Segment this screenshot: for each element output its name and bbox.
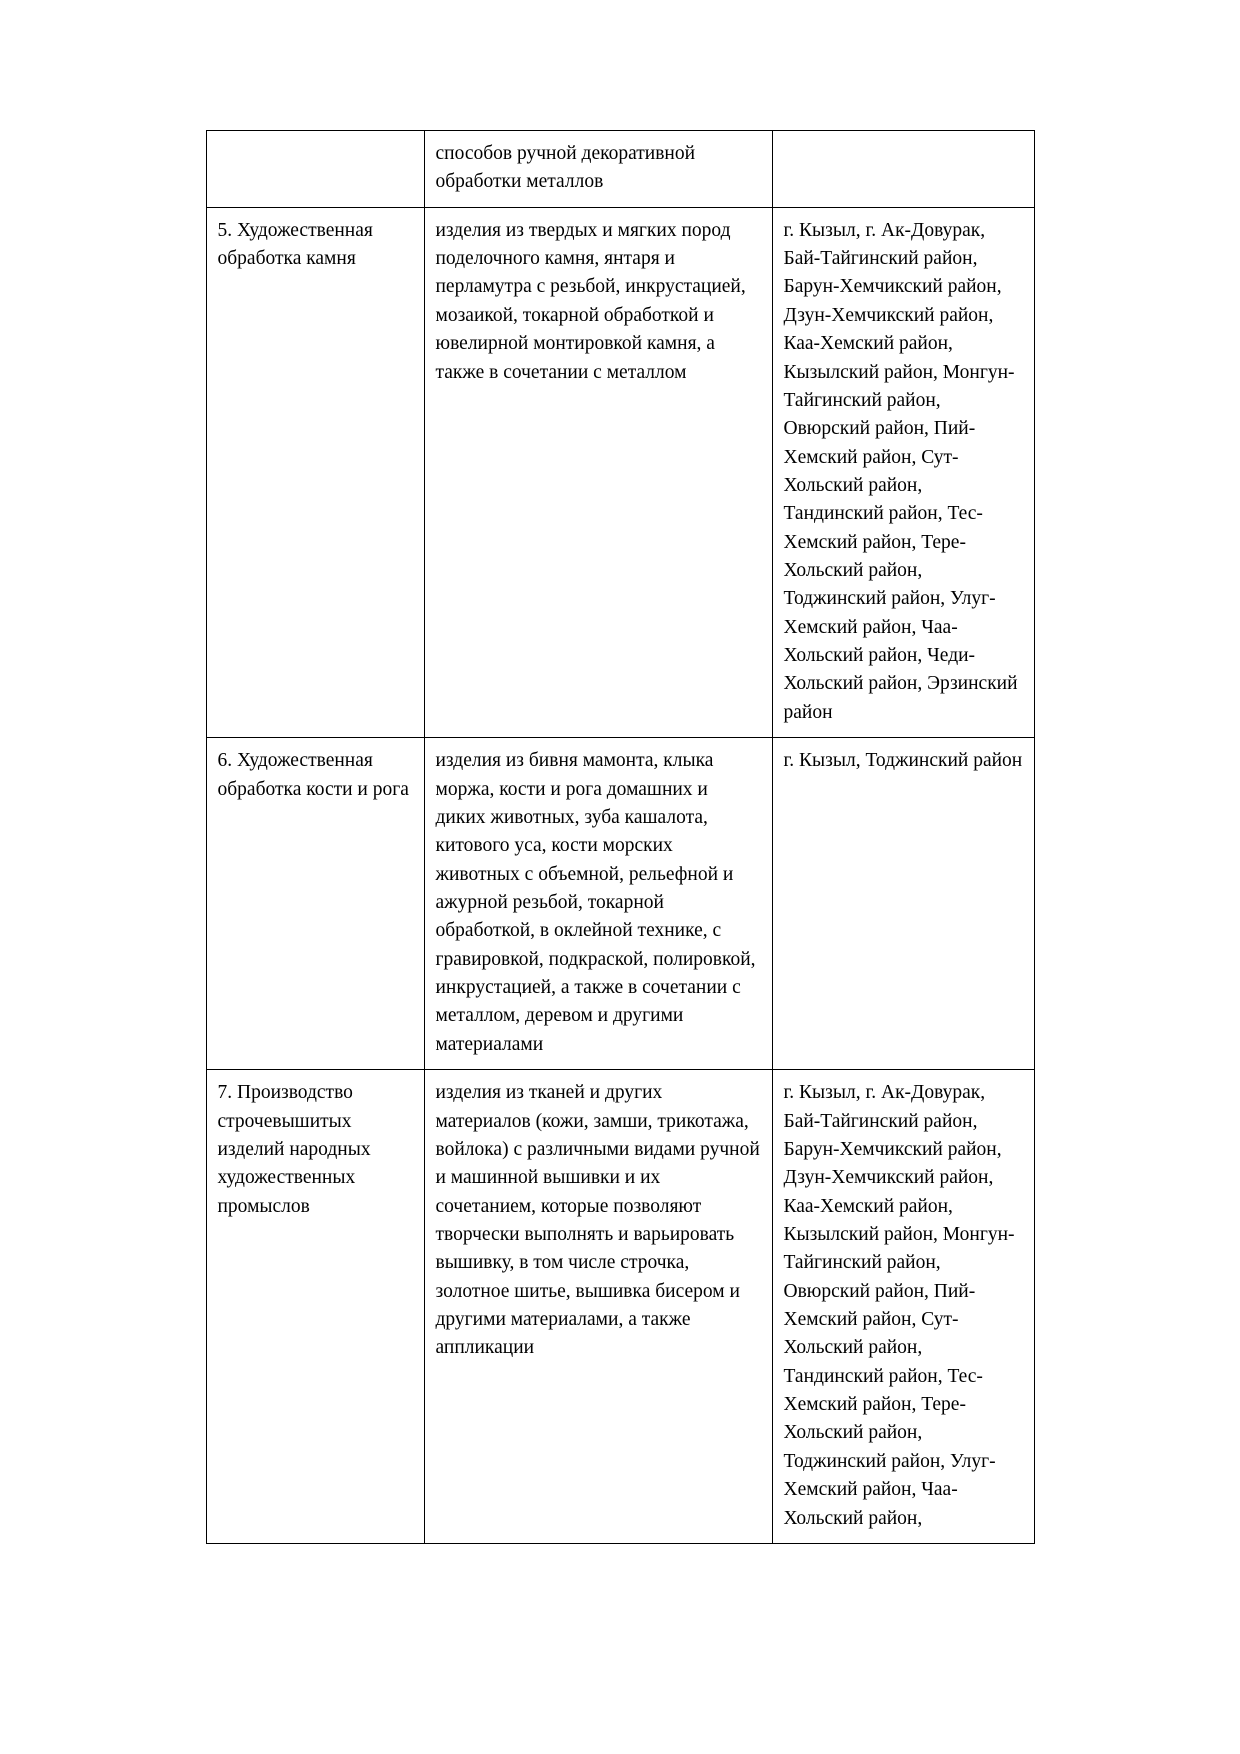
craft-name-text: 7. Производство строчевышитых изделий народных художественных промыслов — [217, 1082, 371, 1217]
table-body — [206, 131, 1034, 1544]
craft-description-text: изделия из тканей и других материалов (кожи, замши, трикотажа, войлока) с различными видами ручной и машинной вышивки и их сочетанием, которые позволяют творчески выполнять и варьировать вышивку, в том числе строчка, золотное шитье, вышивка бисером и другими материалами, а также аппликации — [435, 1082, 760, 1359]
craft-name-cell — [206, 1070, 424, 1544]
craft-territory-text: г. Кызыл, г. Ак-Довурак, Бай-Тайгинский район, Барун-Хемчикский район, Дзун-Хемчикский район, Каа-Хемский район, Кызылский район, Монгун-Тайгинский район, Овюрский район, Пий-Хемский район, Сут-Хольский район, Тандинский район, Тес-Хемский район, Тере-Хольский район, Тоджинский район, Улуг-Хемский район, Чаа-Хольский район, — [783, 1082, 1015, 1529]
craft-description-cell — [424, 131, 772, 208]
craft-description-text: способов ручной декоративной обработки металлов — [435, 143, 696, 193]
craft-description-text: изделия из твердых и мягких пород поделочного камня, янтаря и перламутра с резьбой, инкрустацией, мозаикой, токарной обработкой и ювелирной монтировкой камня, а также в сочетании с металлом — [435, 219, 746, 383]
craft-description-text: изделия из бивня мамонта, клыка моржа, кости и рога домашних и диких животных, зуба кашалота, китового уса, кости морских животных с объемной, рельефной и ажурной резьбой, токарной обработкой, в оклейной технике, с гравировкой, подкраской, полировкой, инкрустацией, а также в сочетании с металлом, деревом и другими материалами — [435, 750, 756, 1055]
table-row — [206, 207, 1034, 737]
craft-description-cell — [424, 207, 772, 737]
craft-description-cell — [424, 1070, 772, 1544]
craft-name-text: 5. Художественная обработка камня — [217, 219, 373, 270]
craft-name-text: 6. Художественная обработка кости и рога — [217, 750, 409, 800]
crafts-table — [206, 130, 1035, 1544]
craft-territory-text: г. Кызыл, Тоджинский район — [783, 750, 1023, 772]
craft-name-cell — [206, 207, 424, 737]
table-row — [206, 131, 1034, 208]
craft-name-text — [218, 140, 414, 150]
craft-territory-cell — [772, 207, 1034, 737]
table-row — [206, 738, 1034, 1070]
craft-territory-cell — [772, 131, 1034, 208]
craft-territory-cell — [772, 738, 1034, 1070]
table-row — [206, 1070, 1034, 1544]
craft-description-cell — [424, 738, 772, 1070]
craft-name-cell — [206, 738, 424, 1070]
craft-territory-text — [784, 140, 1024, 150]
craft-territory-cell — [772, 1070, 1034, 1544]
craft-name-cell — [206, 131, 424, 208]
craft-territory-text: г. Кызыл, г. Ак-Довурак, Бай-Тайгинский район, Барун-Хемчикский район, Дзун-Хемчикский район, Каа-Хемский район, Кызылский район, Монгун-Тайгинский район, Овюрский район, Пий-Хемский район, Сут-Хольский район, Тандинский район, Тес-Хемский район, Тере-Хольский район, Тоджинский район, Улуг-Хемский район, Чаа-Хольский район, Чеди-Хольский район, Эрзинский район — [783, 219, 1018, 723]
